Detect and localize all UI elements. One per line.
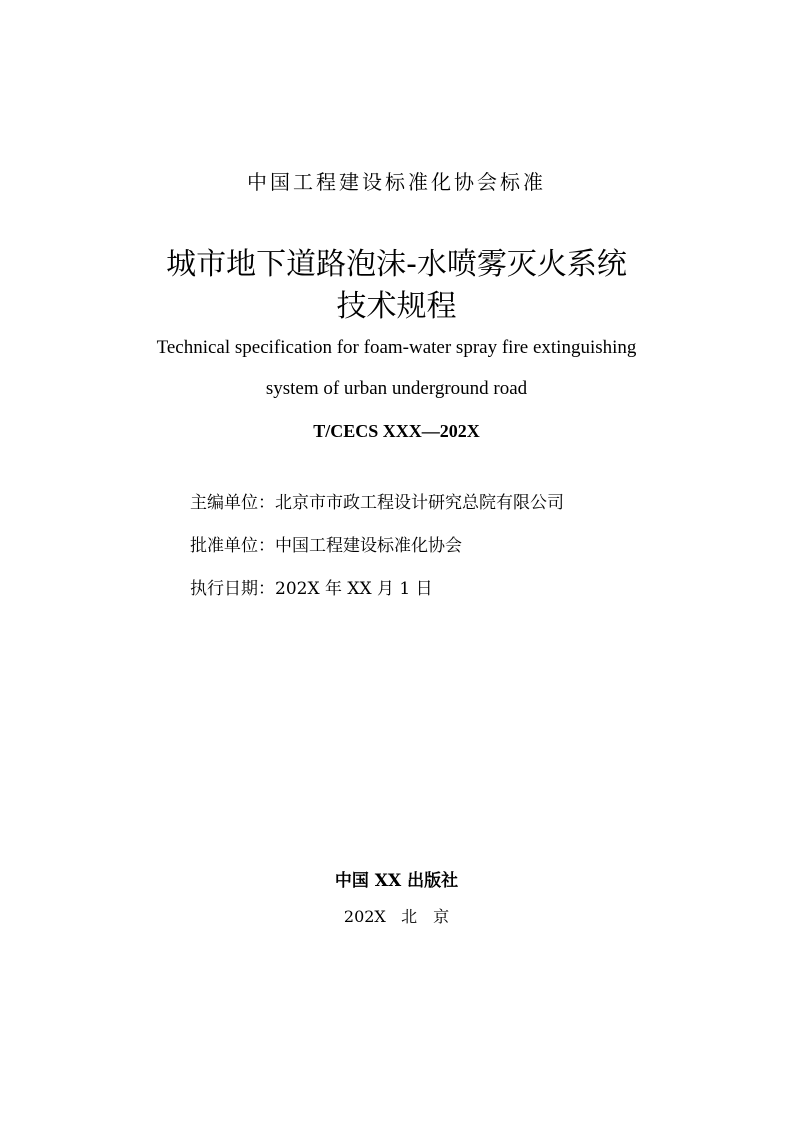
editor-value: 北京市市政工程设计研究总院有限公司 [275,493,564,513]
approver-label: 批准单位： [190,536,275,556]
publisher-name: 中国 XX 出版社 [334,871,459,891]
document-title-en-line1: Technical specification for foam-water spray fire extinguishing [156,337,637,358]
document-title-zh-line2: 技术规程 [336,289,457,324]
document-title-zh-line1: 城市地下道路泡沫-水喷雾灭火系统 [166,247,627,282]
effective-date-value: 202X 年 XX 月 1 日 [275,579,433,599]
publication-year: 202X [343,907,386,926]
document-title-en-line2: system of urban underground road [265,378,528,399]
publication-city: 北 京 [401,907,450,926]
publication-place-row [0,904,793,930]
editor-row [190,490,564,516]
approver-value: 中国工程建设标准化协会 [275,536,462,556]
approver-row [190,533,462,559]
standard-code: T/CECS XXX—202X [313,421,480,441]
standard-org-header: 中国工程建设标准化协会标准 [247,170,546,194]
effective-date-label: 执行日期： [190,579,275,599]
effective-date-row [190,576,433,602]
editor-label: 主编单位： [190,493,275,513]
